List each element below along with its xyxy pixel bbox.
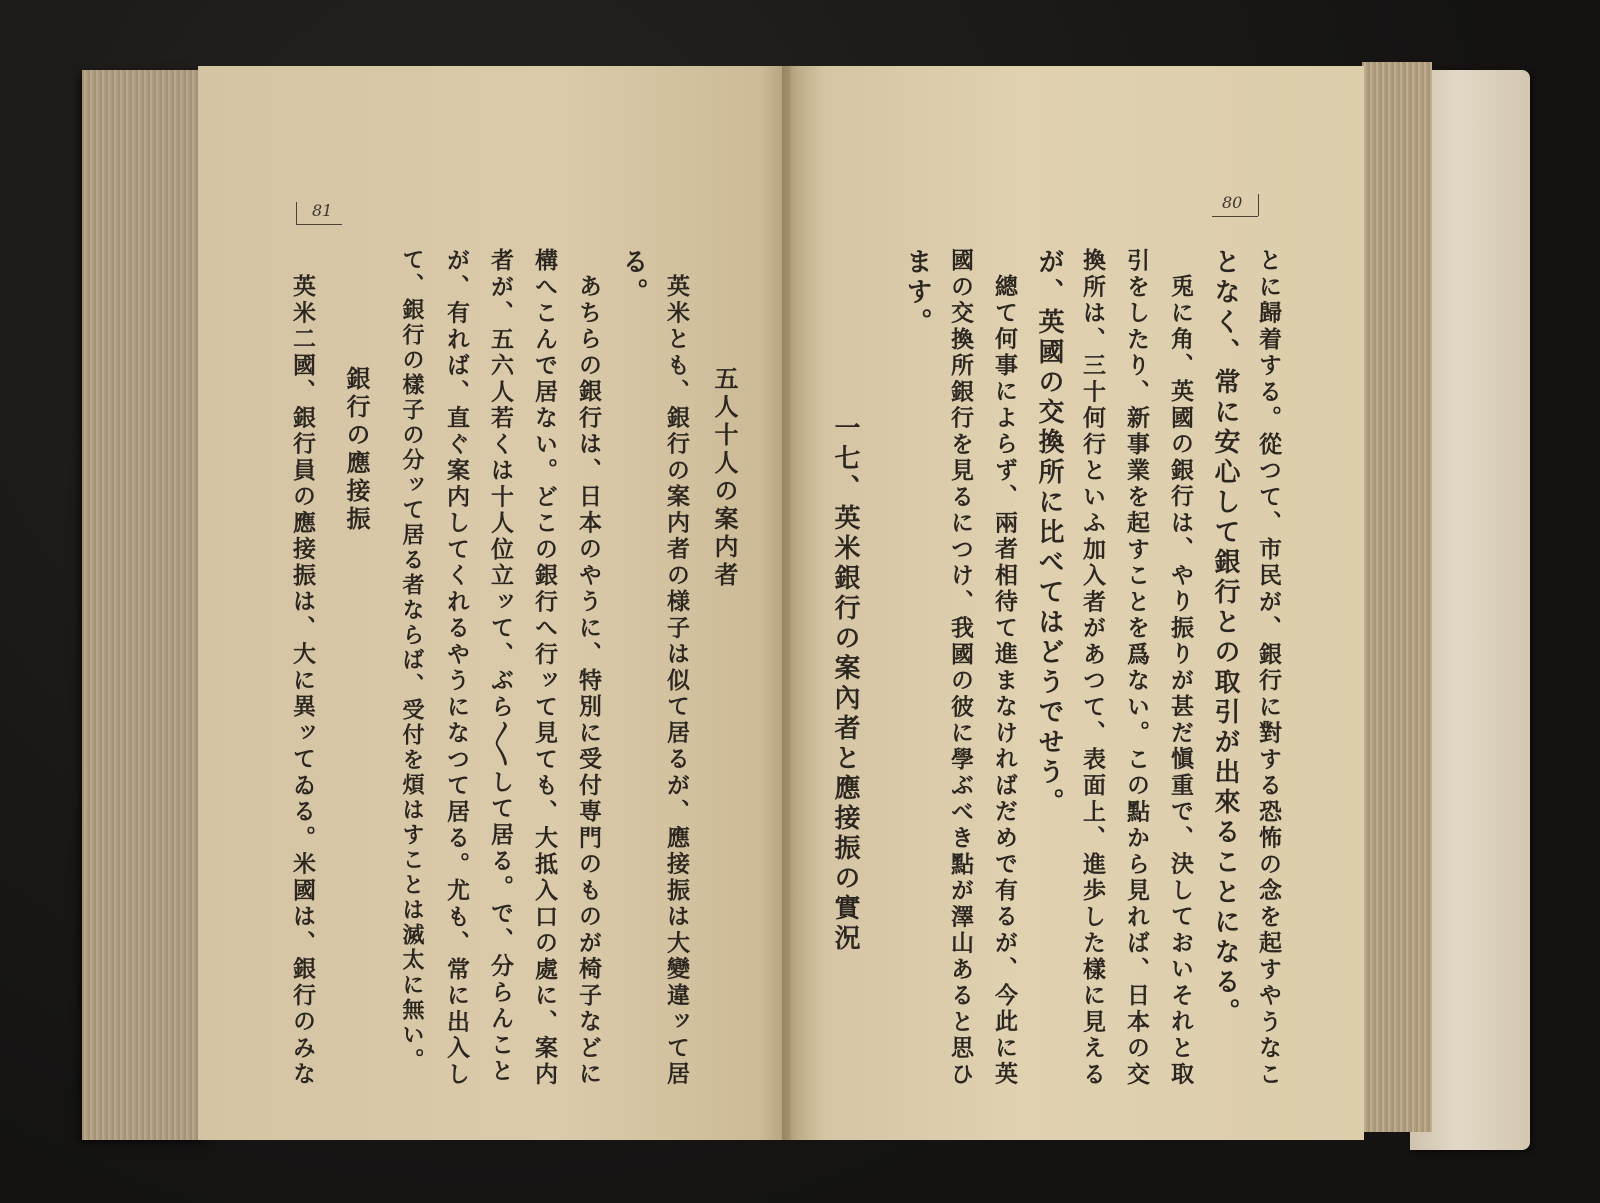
page-stack-right <box>1362 62 1432 1132</box>
subheading-five-ten-guides: 五人十人の案内者 <box>710 366 738 590</box>
right-text-column: が、英國の交換所に比べてはどうでせう。 <box>1034 248 1064 818</box>
left-text-column: あちらの銀行は、日本のやうに、特別に受付専門のものが椅子などに <box>575 274 601 1088</box>
page-number-underline-right <box>1212 216 1258 217</box>
left-text-column: が、有れば、直ぐ案内してくれるやうになつて居る。尤も、常に出入し <box>443 248 469 1088</box>
right-text-column: 國の交換所銀行を見るにつけ、我國の彼に學ぶべき點が澤山あると思ひ <box>947 248 973 1088</box>
book-gutter <box>782 66 800 1140</box>
left-text-column: 英米二國、銀行員の應接振は、大に異ッてゐる。米國は、銀行のみな <box>289 274 315 1088</box>
right-text-column: とに歸着する。從つて、市民が、銀行に對する恐怖の念を起すやうなこ <box>1255 248 1281 1088</box>
page-stack-left <box>82 70 210 1140</box>
section-heading: 一七、英米銀行の案內者と應接振の實況 <box>830 414 860 954</box>
right-text-column: となく、常に安心して銀行との取引が出來ることになる。 <box>1210 248 1240 1028</box>
left-text-column: 構へこんで居ない。どこの銀行へ行ッて見ても、大抵入口の處に、案内 <box>531 248 557 1088</box>
page-number-underline-left <box>296 224 342 225</box>
left-text-column: 英米とも、銀行の案内者の様子は似て居るが、應接振は大變違ッて居 <box>663 274 689 1088</box>
page-number-rule-left <box>296 202 297 224</box>
left-text-column: て、銀行の樣子の分ッて居る者ならば、受付を煩はすことは滅太に無い。 <box>399 248 424 1073</box>
right-text-column: 換所は、三十何行といふ加入者があつて、表面上、進歩した樣に見える <box>1079 248 1105 1088</box>
right-text-column: 總て何事によらず、兩者相待て進まなければだめで有るが、今此に英 <box>991 274 1017 1088</box>
right-text-column: 引をしたり、新事業を起すことを爲ない。この點から見れば、日本の交 <box>1123 248 1149 1088</box>
left-text-column: る。 <box>618 248 648 308</box>
left-text-column: 者が、五六人若くは十人位立ッて、ぶら〳〵して居る。で、分らんこと <box>487 248 513 1085</box>
page-number-left: 81 <box>312 201 333 220</box>
right-text-column: 兎に角、英國の銀行は、やり振りが甚だ愼重で、決しておいそれと取 <box>1167 274 1193 1088</box>
page-number-right: 80 <box>1222 193 1243 212</box>
subheading-reception-manner: 銀行の應接振 <box>342 366 370 534</box>
right-text-column: ます。 <box>902 248 932 338</box>
page-number-rule-right <box>1258 194 1259 216</box>
